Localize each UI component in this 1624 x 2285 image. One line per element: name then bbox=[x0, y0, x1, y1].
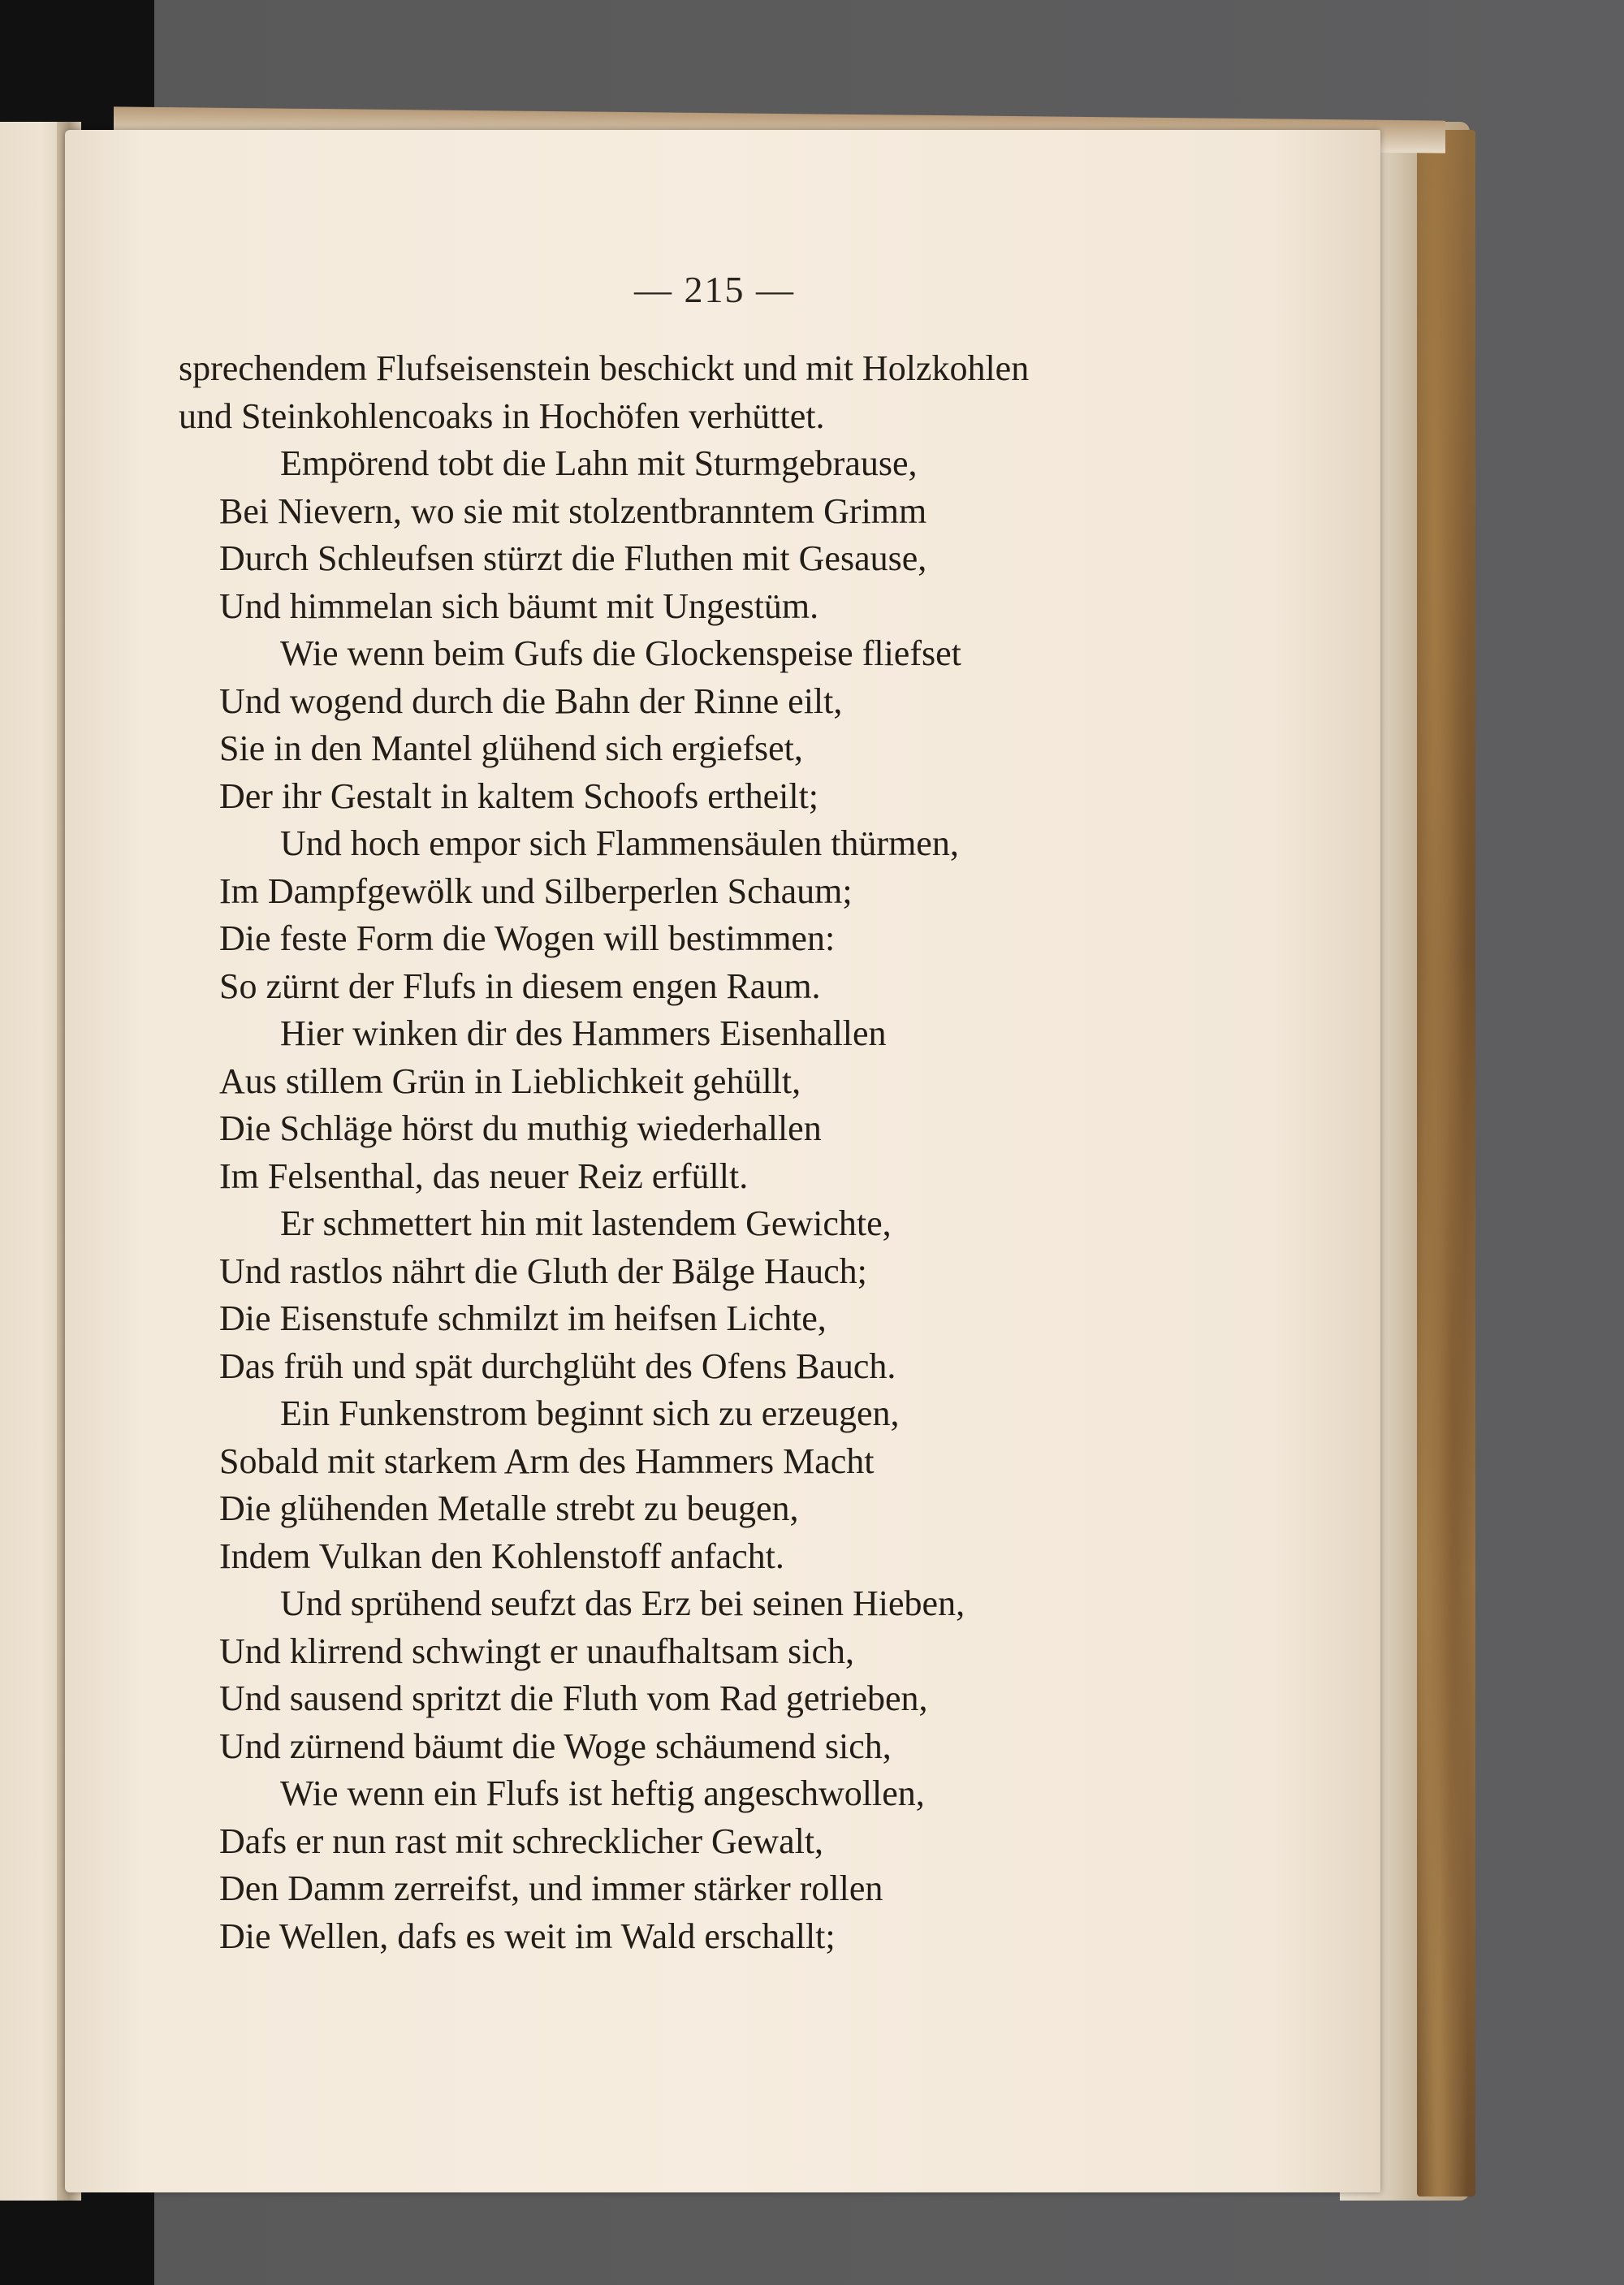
verse-line: Die feste Form die Wogen will bestimmen: bbox=[219, 918, 836, 958]
verse-line: Und klirrend schwingt er unaufhaltsam sich, bbox=[219, 1631, 855, 1671]
verse-line: Und sprühend seufzt das Erz bei seinen Hieben, bbox=[280, 1583, 965, 1623]
prose-paragraph bbox=[179, 345, 1250, 440]
page-number: — 215 — bbox=[634, 269, 795, 310]
text-block bbox=[179, 345, 1250, 1960]
verse-line: Ein Funkenstrom beginnt sich zu erzeugen, bbox=[280, 1393, 900, 1433]
stanza-5 bbox=[179, 1200, 1250, 1390]
verse-line: Und wogend durch die Bahn der Rinne eilt, bbox=[219, 680, 843, 721]
stanza-1 bbox=[179, 440, 1250, 630]
verse-line: Wie wenn beim Gufs die Glockenspeise fliefset bbox=[280, 633, 961, 673]
marbled-cover bbox=[1417, 130, 1475, 2196]
verse-line: Hier winken dir des Hammers Eisenhallen bbox=[280, 1013, 887, 1053]
verse-line: Und sausend spritzt die Fluth vom Rad getrieben, bbox=[219, 1678, 928, 1718]
recto-page bbox=[65, 130, 1380, 2192]
prose-line: sprechendem Flufseisenstein beschickt und mit Holzkohlen bbox=[179, 348, 1030, 388]
stanza-3 bbox=[179, 820, 1250, 1010]
stanza-6 bbox=[179, 1390, 1250, 1580]
verse-line: Und hoch empor sich Flammensäulen thürmen, bbox=[280, 823, 959, 863]
verse-line: Die glühenden Metalle strebt zu beugen, bbox=[219, 1488, 799, 1528]
verse-line: Und himmelan sich bäumt mit Ungestüm. bbox=[219, 585, 819, 626]
verse-line: Der ihr Gestalt in kaltem Schoofs ertheilt; bbox=[219, 775, 819, 816]
verse-line: Im Felsenthal, das neuer Reiz erfüllt. bbox=[219, 1155, 749, 1196]
verse-line: Sobald mit starkem Arm des Hammers Macht bbox=[219, 1441, 875, 1481]
verse-line: Und rastlos nährt die Gluth der Bälge Hauch; bbox=[219, 1250, 867, 1291]
verse-line: Sie in den Mantel glühend sich ergiefset, bbox=[219, 728, 803, 768]
stanza-4 bbox=[179, 1010, 1250, 1200]
verse-line: Er schmettert hin mit lastendem Gewichte, bbox=[280, 1203, 892, 1243]
stanza-7 bbox=[179, 1580, 1250, 1770]
verse-line: Im Dampfgewölk und Silberperlen Schaum; bbox=[219, 870, 853, 911]
verse-line: Durch Schleufsen stürzt die Fluthen mit Gesause, bbox=[219, 538, 927, 578]
verse-line: Die Wellen, dafs es weit im Wald erschallt; bbox=[219, 1916, 836, 1956]
prose-line: und Steinkohlencoaks in Hochöfen verhüttet. bbox=[179, 395, 825, 436]
poem bbox=[179, 440, 1250, 1960]
verse-line: Empörend tobt die Lahn mit Sturmgebrause, bbox=[280, 443, 918, 483]
verse-line: Und zürnend bäumt die Woge schäumend sich, bbox=[219, 1726, 892, 1766]
verse-line: Die Schläge hörst du muthig wiederhallen bbox=[219, 1108, 822, 1148]
verse-line: Indem Vulkan den Kohlenstoff anfacht. bbox=[219, 1536, 784, 1576]
verse-line: Das früh und spät durchglüht des Ofens Bauch. bbox=[219, 1346, 896, 1386]
stanza-8 bbox=[179, 1770, 1250, 1960]
stanza-2 bbox=[179, 630, 1250, 820]
verse-line: Die Eisenstufe schmilzt im heifsen Lichte, bbox=[219, 1298, 827, 1338]
verse-line: Bei Nievern, wo sie mit stolzentbranntem Grimm bbox=[219, 490, 927, 531]
verse-line: Den Damm zerreifst, und immer stärker rollen bbox=[219, 1868, 883, 1908]
verse-line: Aus stillem Grün in Lieblichkeit gehüllt, bbox=[219, 1060, 801, 1101]
verse-line: Dafs er nun rast mit schrecklicher Gewalt, bbox=[219, 1821, 824, 1861]
verse-line: Wie wenn ein Flufs ist heftig angeschwollen, bbox=[280, 1773, 925, 1813]
verse-line: So zürnt der Flufs in diesem engen Raum. bbox=[219, 965, 821, 1006]
